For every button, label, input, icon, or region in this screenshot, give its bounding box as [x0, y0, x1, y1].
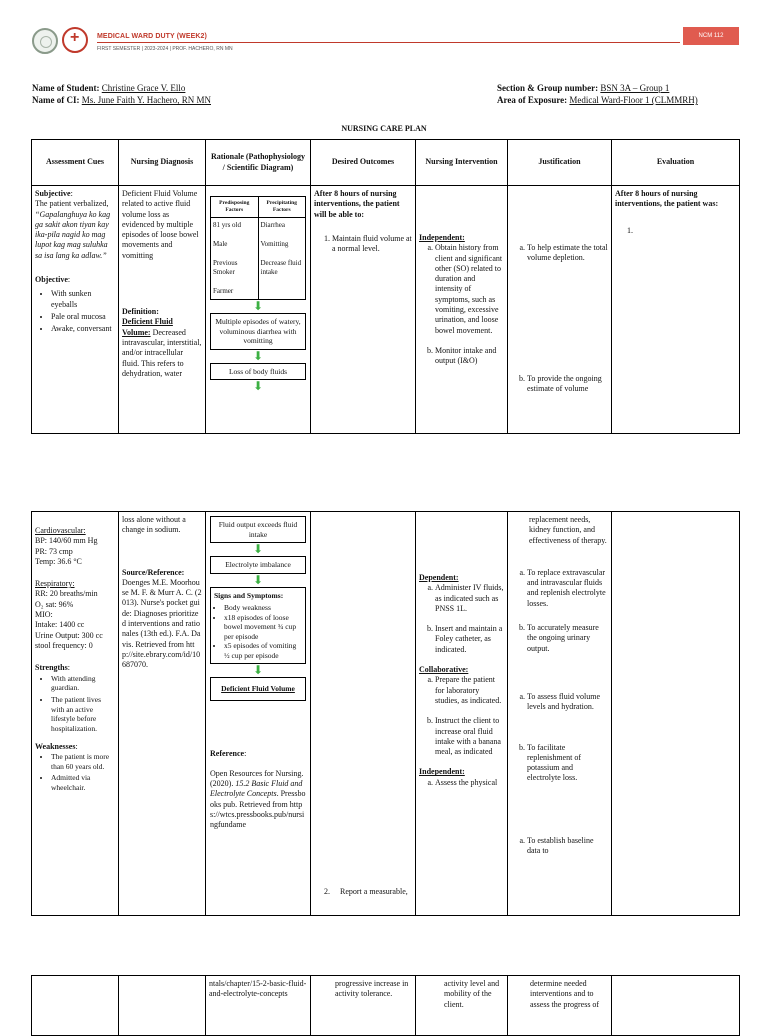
definition-continued: loss alone without a change in sodium.	[122, 515, 186, 535]
list-item: • Pale oral mucosa	[51, 312, 115, 322]
care-plan-table-3	[31, 975, 740, 1036]
outcome-item-2-number: 2.	[324, 887, 330, 896]
list-item: • x18 episodes of loose bowel movement ¾ cup per episode	[224, 613, 302, 642]
signs-symptoms-list	[214, 603, 302, 660]
outcomes-list	[314, 234, 412, 255]
student-info-left	[32, 82, 211, 106]
intervention-item: b. Monitor intake and output (I&O)	[435, 346, 504, 367]
header-subtitle: FIRST SEMESTER | 2023-2024 | PROF. HACHERO, RN MN	[97, 46, 233, 52]
list-item: • Admitted via wheelchair.	[51, 773, 115, 792]
factors-table	[210, 196, 306, 300]
col-rationale: Rationale (Pathophysiology / Scientific Diagram)	[206, 140, 311, 186]
reference-pre: Open Resources for Nursing. (2020).	[210, 768, 304, 789]
list-item: • With attending guardian.	[51, 674, 115, 693]
col-evaluation: Evaluation	[612, 140, 740, 186]
area-value: Medical Ward-Floor 1 (CLMMRH)	[569, 95, 698, 105]
justification-item: b. To accurately measure the ongoing urinary output.	[527, 623, 608, 654]
source-text: Doenges M.E. Moorhouse M. F. & Murr A. C. (2013). Nurse's pocket guide: Diagnoses prioritized interventions and rationales (13th ed.). F.A. Davis. Retrieved from http://site.ebrary.com/id/10687070.	[122, 577, 202, 670]
diagram-box-output-exceeds: Fluid output exceeds fluid intake	[210, 516, 306, 543]
subjective-quote: “Gapalanghuya ko kag ga sakit akon tiyan kay ika-pila nagid ko mag lupot kag mag suluhka sa isa lang ka adlaw.”	[35, 209, 111, 260]
intervention-item: a. Administer IV fluids, as indicated such as PNSS 1L.	[435, 583, 504, 614]
col-intervention: Nursing Intervention	[416, 140, 508, 186]
list-item: • Awake, conversant	[51, 324, 115, 334]
collaborative-label: Collaborative:	[419, 665, 469, 675]
down-arrow-icon: ⬇	[252, 348, 264, 363]
outcomes-cell-3: progressive increase in activity tolerance.	[311, 976, 416, 1036]
evaluation-item-1: 1.	[627, 225, 633, 235]
student-name-label: Name of Student:	[32, 83, 100, 93]
section-value: BSN 3A – Group 1	[600, 83, 670, 93]
independent2-label: Independent:	[419, 767, 465, 777]
intervention-item: b. Insert and maintain a Foley catheter, as indicated.	[435, 624, 504, 655]
diagram-box-diarrhea: Multiple episodes of watery, voluminous diarrhea with vomitting	[210, 313, 306, 350]
evaluation-cell-2	[612, 512, 740, 916]
care-plan-table-1	[31, 139, 740, 434]
outcomes-cell-1	[311, 186, 416, 434]
dependent-label: Dependent:	[419, 573, 459, 582]
subjective-label: Subjective	[35, 189, 71, 198]
justification-cell-1	[508, 186, 612, 434]
diagram-box-electrolyte: Electrolyte imbalance	[210, 556, 306, 574]
independent2-list	[419, 778, 504, 788]
list-item: • Body weakness	[224, 603, 302, 613]
predisposing-header: Predisposing Factors	[211, 197, 259, 218]
intervention-item: a. Assess the physical	[435, 778, 504, 788]
col-justification: Justification	[508, 140, 612, 186]
justification-cell-2	[508, 512, 612, 916]
section-label: Section & Group number:	[497, 83, 599, 93]
list-item: • The patient is more than 60 years old.	[51, 752, 115, 771]
justification-item: a. To replace extravascular and intravascular fluids and replenish electrolyte losses.	[527, 568, 608, 609]
down-arrow-icon: ⬇	[252, 379, 264, 393]
list-item: • The patient lives with an active lifestyle before hospitalization.	[51, 695, 115, 734]
down-arrow-icon: ⬇	[252, 542, 264, 556]
resp-line: Urine Output: 300 cc	[35, 630, 103, 640]
diagnosis-cell-3	[119, 976, 206, 1036]
col-diagnosis: Nursing Diagnosis	[119, 140, 206, 186]
weaknesses-label: Weaknesses	[35, 741, 76, 751]
list-item: • With sunken eyeballs	[51, 289, 115, 310]
reference-label: Reference	[210, 748, 245, 758]
resp-label: Respiratory:	[35, 579, 75, 589]
definition-term: Deficient Fluid Volume:	[122, 317, 173, 337]
intervention-item: a. Prepare the patient for laboratory studies, as indicated.	[435, 675, 504, 706]
strengths-label: Strengths	[35, 663, 68, 673]
rationale-cell-2: Fluid output exceeds fluid intake ⬇ Electrolyte imbalance ⬇ Signs and Symptoms: • Body weakness • x18 episodes of loose bowel movement ¾ cup per episode • x5 episodes of vomiting ½ cup per episode ⬇ Deficient Fluid Volume Reference: Open Resources for Nursing. (2020). 15.2 Basic Fluid and Electrolyte Concepts. Pressbooks pub. Retrieved from https://wtcs.pressbooks.pub/nursingfundame	[206, 512, 311, 916]
resp-line: MIO:	[35, 610, 53, 620]
outcome-item-1: 1. Maintain fluid volume at a normal level.	[332, 234, 412, 255]
list-item: 81 yrs old	[213, 221, 241, 229]
diagnosis-text: Deficient Fluid Volume related to active fluid volume loss as evidenced by multiple episodes of loose bowel movements and vomitting	[122, 189, 199, 260]
outcome-item-2: Report a measurable,	[340, 887, 408, 896]
signs-symptoms-box	[210, 587, 306, 665]
list-item: Diarrhea	[260, 221, 285, 229]
resp-line: Intake: 1400 cc	[35, 620, 85, 630]
independent-list	[419, 243, 504, 366]
intervention-cell-1	[416, 186, 508, 434]
justification-continued: replacement needs, kidney function, and effectiveness of therapy.	[529, 515, 607, 545]
resp-line: stool frequency: 0	[35, 640, 93, 650]
objective-label: Objective	[35, 275, 68, 285]
precipitating-list	[258, 218, 306, 300]
intervention-cell-3: activity level and mobility of the client.	[416, 976, 508, 1036]
predisposing-list	[211, 218, 259, 300]
intervention-cell-2	[416, 512, 508, 916]
resp-line: O₂ sat: 96%	[35, 599, 74, 609]
cardio-label: Cardiovascular:	[35, 526, 86, 535]
diagram-box-fluid-loss: Loss of body fluids	[210, 363, 306, 381]
evaluation-cell-1	[612, 186, 740, 434]
resp-line: RR: 20 breaths/min	[35, 589, 98, 599]
justification-item: b. To facilitate replenishment of potassium and electrolyte loss.	[527, 743, 608, 784]
cardio-line: Temp: 36.6 °C	[35, 556, 82, 566]
justification-list-3	[511, 692, 608, 784]
evaluation-intro: After 8 hours of nursing interventions, the patient was:	[615, 189, 719, 209]
plan-title: NURSING CARE PLAN	[341, 124, 427, 133]
list-item: Previous Smoker	[213, 259, 238, 276]
student-info-right	[497, 82, 698, 106]
independent-label: Independent:	[419, 233, 465, 242]
student-name-value: Christine Grace V. Ello	[101, 83, 186, 93]
subjective-intro: The patient verbalized,	[35, 199, 109, 209]
precipitating-header: Precipitating Factors	[258, 197, 306, 218]
university-seal-logo	[32, 28, 58, 54]
justification-list-1	[511, 243, 608, 394]
justification-list-4	[511, 836, 608, 857]
strengths-list	[35, 674, 115, 734]
definition-text: Decreased intravascular, interstitial, and/or intracellular fluid. This refers to dehydration, water	[122, 327, 202, 378]
reference-italic: 15.2 Basic Fluid and Electrolyte Concepts	[210, 779, 303, 799]
cardio-line: BP: 140/60 mm Hg	[35, 536, 98, 546]
intervention-item: b. Instruct the client to increase oral fluid intake with a banana meal, as indicated	[435, 716, 504, 757]
source-label: Source/Reference:	[122, 567, 185, 577]
justification-item: a. To help estimate the total volume depletion.	[527, 243, 608, 264]
dependent-list	[419, 583, 504, 655]
signs-symptoms-label: Signs and Symptoms:	[214, 590, 284, 600]
header-divider	[97, 42, 680, 43]
weaknesses-list	[35, 752, 115, 793]
rationale-cell-1	[206, 186, 311, 434]
down-arrow-icon: ⬇	[252, 572, 264, 587]
diagram-box-deficient-fluid: Deficient Fluid Volume	[210, 677, 306, 701]
col-outcomes: Desired Outcomes	[311, 140, 416, 186]
reference-text	[210, 769, 306, 831]
assessment-cell-1: Subjective: The patient verbalized, “Gapalanghuya ko kag ga sakit akon tiyan kay ika-pila nagid ko mag lupot kag mag suluhka sa isa lang ka adlaw.” Objective: • With sunken eyeballs • Pale oral mucosa • Awake, conversant	[32, 186, 119, 434]
assessment-cell-3	[32, 976, 119, 1036]
assessment-cell-2: Cardiovascular: BP: 140/60 mm Hg PR: 73 cmp Temp: 36.6 °C Respiratory: RR: 20 breaths/min O₂ sat: 96% MIO: Intake: 1400 cc Urine Output: 300 cc stool frequency: 0 Strengths: • With attending guardian. • The patient lives with an active lifestyle before hospitalization. Weaknesses: • The patient is more than 60 years old. • Admitted via wheelchair.	[32, 512, 119, 916]
course-badge: NCM 112	[683, 27, 739, 45]
justification-cell-3: determine needed interventions and to assess the progress of	[508, 976, 612, 1036]
intervention-item: a. Obtain history from client and significant other (SO) related to duration and intensity of symptoms, such as vomiting, excessive urination, and loose bowel movement.	[435, 243, 504, 336]
justification-list-2	[511, 568, 608, 654]
justification-item: a. To establish baseline data to	[527, 836, 608, 857]
justification-item: a. To assess fluid volume levels and hydration.	[527, 692, 608, 713]
col-assessment: Assessment Cues	[32, 140, 119, 186]
diagnosis-cell-1	[119, 186, 206, 434]
collaborative-list	[419, 675, 504, 757]
list-item: Farmer	[213, 287, 234, 295]
cardio-line: PR: 73 cmp	[35, 546, 73, 556]
objective-list	[35, 289, 115, 334]
down-arrow-icon: ⬇	[252, 663, 264, 677]
ci-name-value: Ms. June Faith Y. Hachero, RN MN	[81, 95, 211, 105]
outcomes-cell-2	[311, 512, 416, 916]
outcomes-intro: After 8 hours of nursing interventions, the patient will be able to:	[314, 189, 400, 219]
outcome-item-2-row	[314, 887, 412, 897]
ci-name-label: Name of CI:	[32, 95, 80, 105]
list-item: • x5 episodes of vomiting ½ cup per episode	[224, 641, 302, 660]
list-item: Male	[213, 240, 228, 248]
nursing-college-logo	[62, 27, 88, 53]
list-item: Decrease fluid intake	[260, 259, 302, 276]
area-label: Area of Exposure:	[497, 95, 568, 105]
reference-post: . Pressbooks pub. Retrieved from https://wtcs.pressbooks.pub/nursingfundame	[210, 789, 306, 830]
page-header	[0, 0, 768, 60]
justification-item: b. To provide the ongoing estimate of volume	[527, 374, 608, 395]
list-item: Vomitting	[260, 240, 289, 248]
rationale-cell-3: ntals/chapter/15-2-basic-fluid-and-electrolyte-concepts	[206, 976, 311, 1036]
care-plan-table-2	[31, 511, 740, 916]
definition-label: Definition:	[122, 307, 159, 317]
header-title: MEDICAL WARD DUTY (WEEK2)	[97, 33, 207, 40]
down-arrow-icon: ⬇	[252, 299, 264, 313]
evaluation-cell-3	[612, 976, 740, 1036]
diagnosis-cell-2	[119, 512, 206, 916]
